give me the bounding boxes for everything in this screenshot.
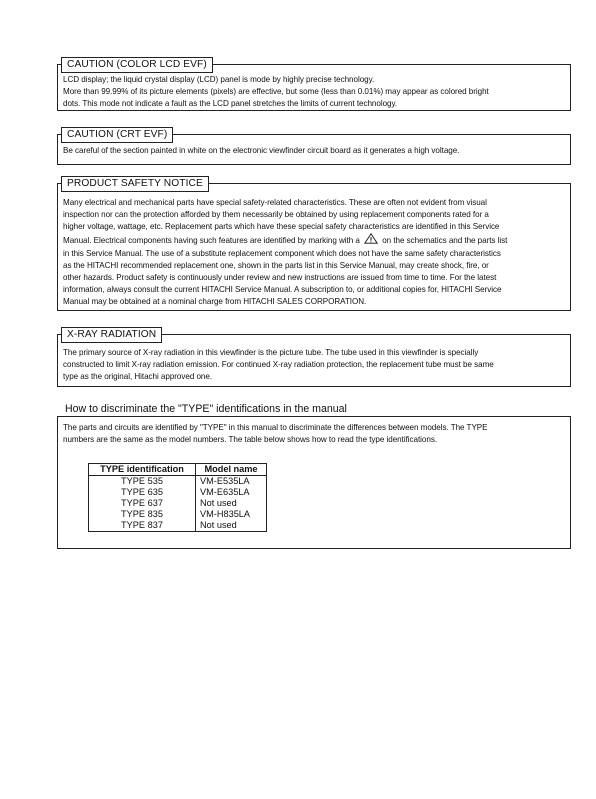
caution-lcd-line: dots. This mode not indicate a fault as the LCD panel stretches the limits of current technology. — [63, 99, 398, 108]
caution-lcd-box — [57, 59, 571, 111]
warning-triangle-icon — [364, 233, 378, 248]
safety-notice-box — [57, 178, 571, 311]
table-cell-type: TYPE 835 — [89, 509, 196, 520]
type-section-text — [63, 422, 565, 446]
table-row — [89, 476, 267, 488]
table-cell-model: VM-E635LA — [196, 487, 267, 498]
table-header-type: TYPE identification — [89, 464, 196, 476]
table-row — [89, 487, 267, 498]
caution-lcd-line: More than 99.99% of its picture elements (pixels) are effective, but some (less than 0.01%) may appear as colored bright — [63, 87, 489, 96]
safety-line — [63, 233, 565, 248]
safety-line: inspection nor can the protection afforded by them necessarily be obtained by using replacement components rated for a — [63, 210, 489, 219]
table-cell-type: TYPE 637 — [89, 498, 196, 509]
xray-line: type as the original, Hitachi approved one. — [63, 372, 213, 381]
safety-notice-text — [63, 197, 565, 308]
safety-line: Many electrical and mechanical parts have special safety-related characteristics. These are often not evident from visual — [63, 198, 487, 207]
safety-line-part: on the schematics and the parts list — [382, 236, 508, 245]
xray-line: The primary source of X-ray radiation in this viewfinder is the picture tube. The tube used in this viewfinder is specially — [63, 348, 479, 357]
type-section-line: numbers are the same as the model numbers. The table below shows how to read the type identifications. — [63, 435, 438, 444]
xray-title: X-RAY RADIATION — [61, 327, 162, 343]
table-header-row — [89, 464, 267, 476]
safety-line-part: Manual. Electrical components having such features are identified by marking with a — [63, 236, 360, 245]
safety-line: higher voltage, wattage, etc. Replacement parts which have these special safety characteristics are identified in this Service — [63, 222, 500, 231]
xray-line: constructed to limit X-ray radiation emission. For continued X-ray radiation protection, the replacement tube must be same — [63, 360, 494, 369]
table-cell-type: TYPE 635 — [89, 487, 196, 498]
xray-text — [63, 347, 565, 383]
caution-lcd-title: CAUTION (COLOR LCD EVF) — [61, 57, 213, 73]
table-cell-model: Not used — [196, 498, 267, 509]
safety-line: as the HITACHI recommended replacement one, shown in the parts list in this Service Manual, may create shock, fire, or — [63, 261, 489, 270]
safety-line: Manual may be obtained at a nominal charge from HITACHI SALES CORPORATION. — [63, 297, 367, 306]
caution-crt-line: Be careful of the section painted in white on the electronic viewfinder circuit board as it generates a high voltage. — [63, 146, 460, 155]
caution-lcd-text — [63, 74, 565, 110]
safety-line: in this Service Manual. The use of a substitute replacement component which does not have the same safety characteristics — [63, 249, 501, 258]
type-section-heading: How to discriminate the "TYPE" identifications in the manual — [65, 403, 347, 415]
caution-lcd-line: LCD display; the liquid crystal display (LCD) panel is mode by highly precise technology. — [63, 75, 375, 84]
table-row — [89, 498, 267, 509]
caution-crt-text — [63, 145, 565, 157]
caution-crt-box — [57, 129, 571, 165]
safety-line: other hazards. Product safety is continuously under review and new instructions are issued from time to time. For the latest — [63, 273, 497, 282]
table-cell-type: TYPE 837 — [89, 520, 196, 532]
type-identification-table — [88, 463, 267, 532]
table-cell-type: TYPE 535 — [89, 476, 196, 488]
table-header-model: Model name — [196, 464, 267, 476]
table-cell-model: VM-E535LA — [196, 476, 267, 488]
table-row — [89, 509, 267, 520]
caution-crt-title: CAUTION (CRT EVF) — [61, 127, 173, 143]
xray-box — [57, 329, 571, 387]
table-row — [89, 520, 267, 532]
table-cell-model: VM-H835LA — [196, 509, 267, 520]
table-cell-model: Not used — [196, 520, 267, 532]
type-section-line: The parts and circuits are identified by "TYPE" in this manual to discriminate the differences between models. The TYPE — [63, 423, 488, 432]
safety-notice-title: PRODUCT SAFETY NOTICE — [61, 176, 209, 192]
safety-line: information, always consult the current HITACHI Service Manual. A subscription to, or additional copies for, HITACHI Service — [63, 285, 502, 294]
